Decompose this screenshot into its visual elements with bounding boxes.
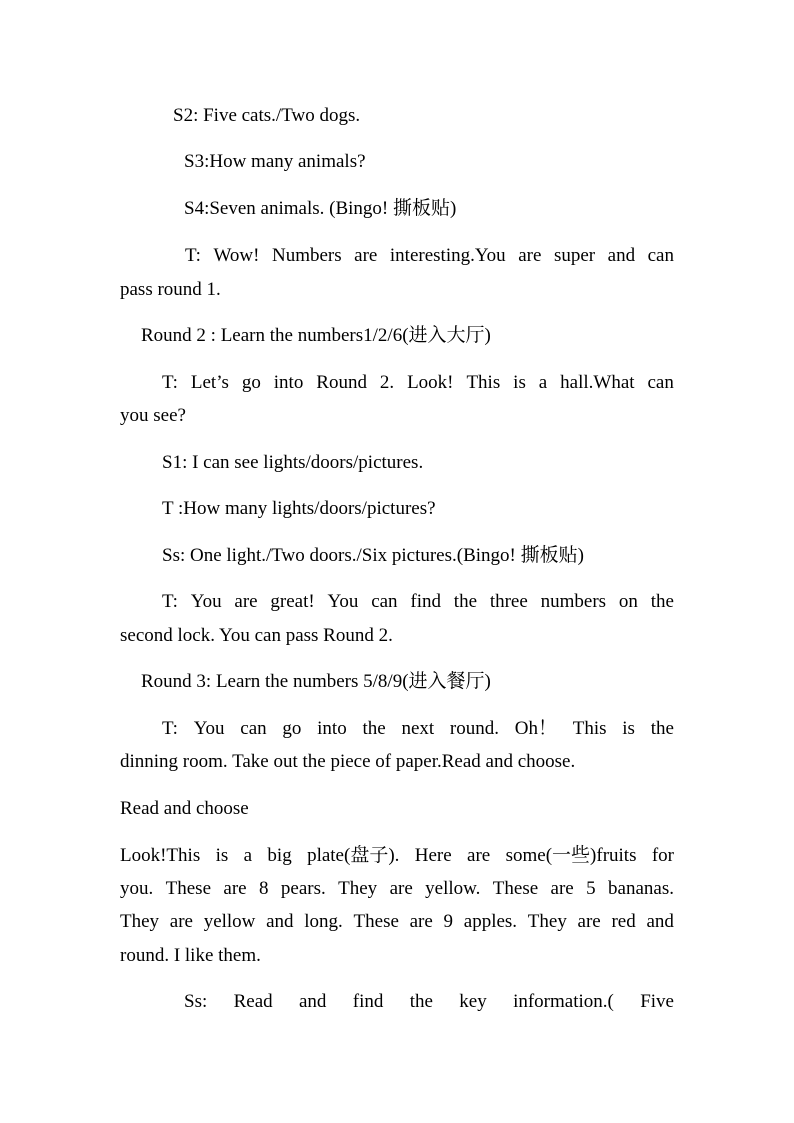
word: They (338, 878, 378, 899)
word: are (467, 845, 491, 866)
word: can (240, 718, 267, 739)
word: big (267, 845, 292, 866)
passage-line2 (120, 877, 674, 901)
word: This (466, 372, 501, 393)
dialogue-t5-line2: dinning room. Take out the piece of paper.Read and choose. (120, 751, 576, 772)
word: information.( (513, 991, 614, 1012)
word: are (577, 911, 601, 932)
word: find (410, 591, 441, 612)
read-and-choose-heading: Read and choose (120, 798, 249, 819)
word: apples. (463, 911, 518, 932)
dialogue-s4: S4:Seven animals. (Bingo! 撕板贴) (184, 198, 457, 219)
word: you. (120, 878, 154, 899)
word: You (327, 591, 359, 612)
word: T: (162, 372, 178, 393)
word: a (243, 845, 253, 866)
word: are (354, 245, 378, 266)
word: pears. (280, 878, 326, 899)
dialogue-ss1: Ss: One light./Two doors./Six pictures.(Bingo! 撕板贴) (162, 545, 584, 566)
word: the (409, 991, 433, 1012)
word: long. (304, 911, 343, 932)
word: can (371, 591, 398, 612)
word: plate(盘子). (307, 845, 400, 866)
round-2-heading: Round 2 : Learn the numbers1/2/6(进入大厅) (141, 325, 491, 346)
dialogue-s1: S1: I can see lights/doors/pictures. (162, 452, 424, 473)
passage-line3 (120, 910, 674, 934)
word: This (572, 718, 607, 739)
passage-line1 (120, 844, 674, 868)
word: Read (233, 991, 273, 1012)
word: T: (185, 245, 201, 266)
round-3-heading: Round 3: Learn the numbers 5/8/9(进入餐厅) (141, 671, 491, 692)
word: Numbers (271, 245, 342, 266)
word: T: (162, 718, 178, 739)
dialogue-ss2 (184, 990, 674, 1014)
word: These (492, 878, 539, 899)
dialogue-t3: T :How many lights/doors/pictures? (162, 498, 436, 519)
word: the (453, 591, 478, 612)
word: the (362, 718, 386, 739)
word: 8 (259, 878, 269, 899)
word: great! (270, 591, 315, 612)
dialogue-t4-line2: second lock. You can pass Round 2. (120, 625, 393, 646)
dialogue-t5-line1 (162, 717, 674, 741)
word: into (273, 372, 304, 393)
word: T: (162, 591, 178, 612)
word: and (646, 911, 674, 932)
word: Let’s (190, 372, 229, 393)
word: is (622, 718, 635, 739)
dialogue-t1-line1 (185, 244, 674, 268)
word: are (518, 245, 542, 266)
dialogue-s2: S2: Five cats./Two dogs. (173, 105, 361, 126)
word: into (317, 718, 347, 739)
dialogue-t2-line1 (162, 371, 674, 395)
word: and (607, 245, 636, 266)
word: interesting.You (389, 245, 506, 266)
word: Wow! (213, 245, 260, 266)
word: Look!This (120, 845, 201, 866)
dialogue-s3: S3:How many animals? (184, 151, 366, 172)
word: 9 (443, 911, 454, 932)
word: Look! (407, 372, 454, 393)
word: yellow (203, 911, 256, 932)
word: Five (640, 991, 674, 1012)
word: You (193, 718, 225, 739)
word: These (165, 878, 212, 899)
word: on (618, 591, 638, 612)
word: for (651, 845, 674, 866)
word: They (527, 911, 567, 932)
word: red (611, 911, 636, 932)
word: round. (449, 718, 499, 739)
word: some(一些)fruits (505, 845, 637, 866)
word: bananas. (608, 878, 674, 899)
word: These (353, 911, 399, 932)
word: 5 (586, 878, 596, 899)
word: can (647, 372, 674, 393)
word: hall.What (560, 372, 635, 393)
word: find (352, 991, 384, 1012)
word: are (234, 591, 258, 612)
word: You (190, 591, 222, 612)
word: three (489, 591, 528, 612)
word: go (282, 718, 302, 739)
word: numbers (540, 591, 607, 612)
word: super (553, 245, 596, 266)
word: go (241, 372, 261, 393)
word: are (223, 878, 247, 899)
passage-line4: round. I like them. (120, 945, 261, 966)
word: 2. (379, 372, 395, 393)
dialogue-t2-line2: you see? (120, 405, 186, 426)
dialogue-t4-line1 (162, 590, 674, 614)
word: They (120, 911, 160, 932)
word: is (513, 372, 526, 393)
word: and (298, 991, 327, 1012)
word: a (538, 372, 548, 393)
word: Round (316, 372, 367, 393)
word: are (389, 878, 413, 899)
word: can (647, 245, 674, 266)
word: Ss: (184, 991, 208, 1012)
word: and (266, 911, 294, 932)
word: the (650, 718, 674, 739)
word: are (409, 911, 433, 932)
dialogue-t1-line2: pass round 1. (120, 279, 221, 300)
word: next (401, 718, 435, 739)
word: yellow. (425, 878, 481, 899)
word: is (215, 845, 229, 866)
word: key (459, 991, 487, 1012)
word: the (650, 591, 674, 612)
word: Here (414, 845, 452, 866)
word: are (169, 911, 193, 932)
word: Oh！ (514, 718, 557, 739)
word: are (550, 878, 574, 899)
